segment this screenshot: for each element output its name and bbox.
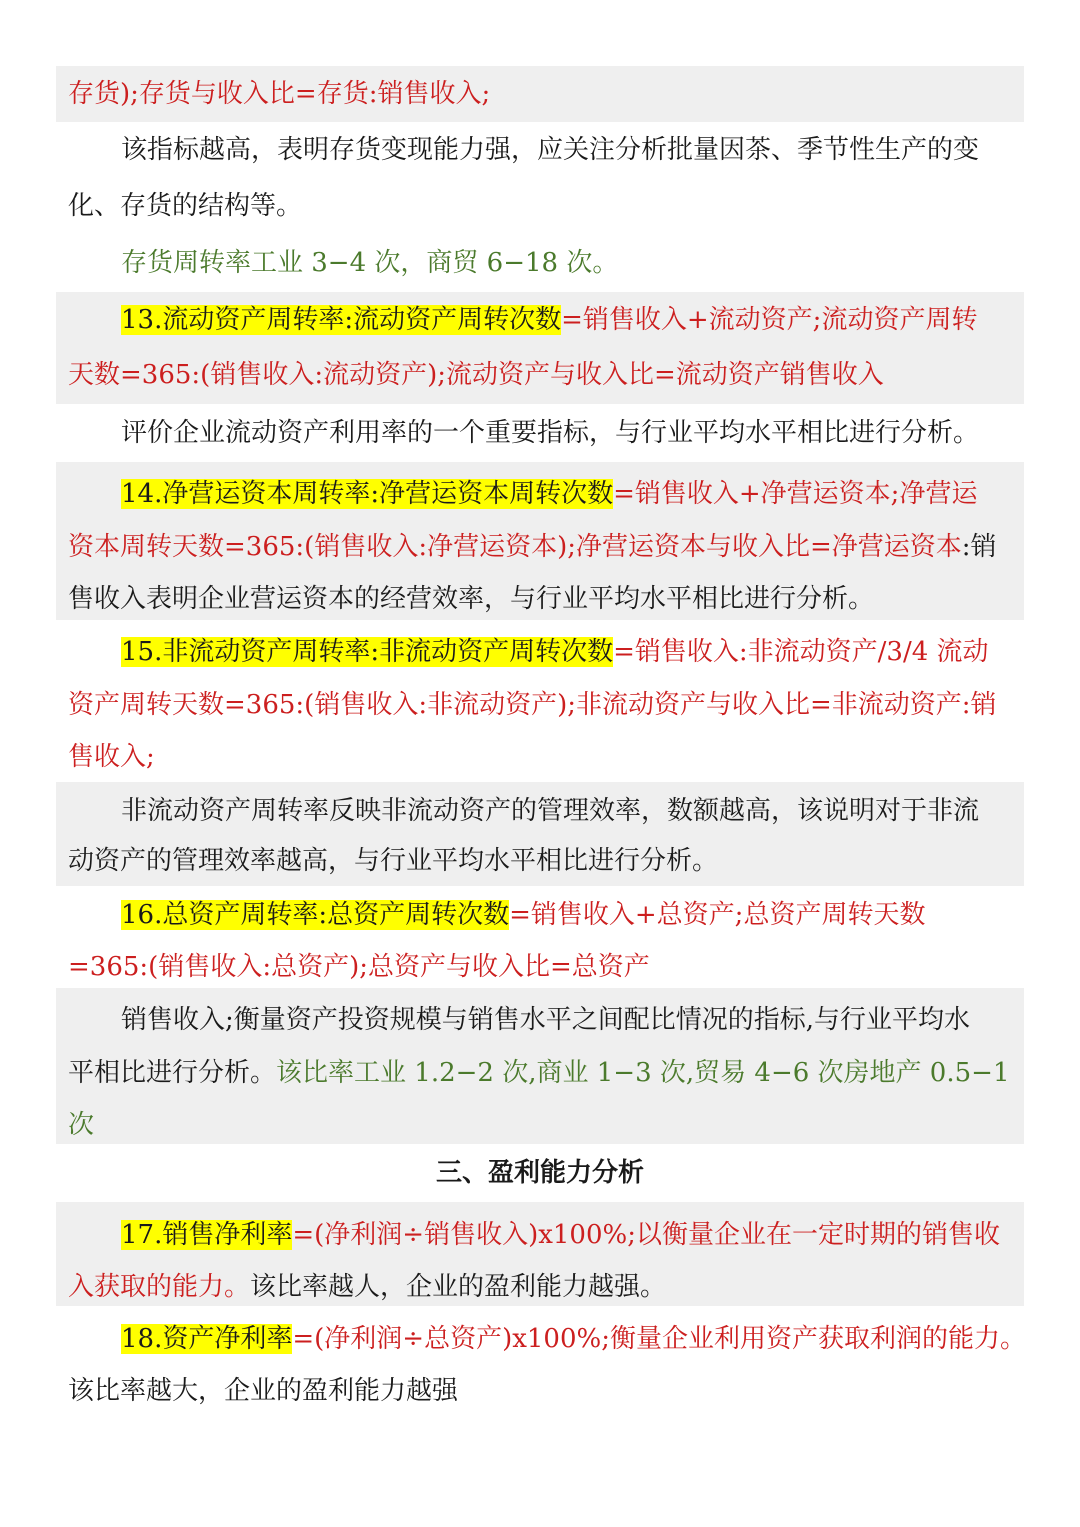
highlight-term: 16.总资产周转率:总资产周转次数 <box>121 900 510 930</box>
formula-text: =销售收入+净营运资本;净营运 <box>613 479 978 509</box>
text-line <box>68 477 977 511</box>
plain-text: 该比率越人，企业的盈利能力越强。 <box>250 1272 667 1302</box>
text-line <box>68 1322 1026 1356</box>
paragraph <box>56 1306 1024 1416</box>
formula-text: =销售收入+总资产;总资产周转天数 <box>509 900 926 930</box>
paragraph <box>56 404 1024 462</box>
gray-block <box>56 988 1024 1144</box>
text-line <box>68 1056 1010 1090</box>
text-line: 存货);存货与收入比=存货:销售收入; <box>68 79 491 109</box>
paragraph <box>56 620 1024 782</box>
plain-text: :销 <box>961 532 997 562</box>
paragraph <box>56 122 1024 292</box>
text-line: 次 <box>68 1110 95 1140</box>
gray-block <box>56 66 1024 122</box>
benchmark-text: 该比率工业 1.2−2 次,商业 1−3 次,贸易 4−6 次房地产 0.5−1 <box>276 1058 1010 1088</box>
gray-block <box>56 462 1024 620</box>
formula-text: 资本周转天数=365:(销售收入:净营运资本);净营运资本与收入比=净营运资本 <box>68 532 962 562</box>
text-line <box>68 635 989 669</box>
text-line: 该比率越大，企业的盈利能力越强 <box>68 1376 459 1406</box>
text-line <box>68 1218 1000 1252</box>
text-line: =365:(销售收入:总资产);总资产与收入比=总资产 <box>68 952 650 982</box>
text-line <box>68 1270 666 1304</box>
highlight-term: 15.非流动资产周转率:非流动资产周转次数 <box>121 637 614 667</box>
text-line: 售收入表明企业营运资本的经营效率，与行业平均水平相比进行分析。 <box>68 584 875 614</box>
text-line: 资产周转天数=365:(销售收入:非流动资产);非流动资产与收入比=非流动资产:销 <box>68 690 997 720</box>
text-line: 售收入; <box>68 742 155 772</box>
plain-text: 平相比进行分析。 <box>68 1058 277 1088</box>
highlight-term: 18.资产净利率 <box>121 1324 293 1354</box>
formula-text: =(净利润÷总资产)x100%;衡量企业利用资产获取利润的能力。 <box>292 1324 1026 1354</box>
paragraph <box>56 886 1024 988</box>
text-line: 该指标越高，表明存货变现能力强，应关注分析批量因茶、季节性生产的变 <box>121 135 980 165</box>
section-heading: 三、盈利能力分析 <box>435 1158 644 1188</box>
text-line <box>68 530 997 564</box>
formula-text: =(净利润÷销售收入)x100%;以衡量企业在一定时期的销售收 <box>292 1220 1000 1250</box>
gray-block <box>56 1202 1024 1306</box>
gray-block <box>56 782 1024 886</box>
text-line: 化、存货的结构等。 <box>68 191 303 221</box>
formula-text: 入获取的能力。 <box>68 1272 251 1302</box>
text-line: 存货周转率工业 3−4 次，商贸 6−18 次。 <box>121 248 619 278</box>
text-line: 天数=365:(销售收入:流动资产);流动资产与收入比=流动资产销售收入 <box>68 360 884 390</box>
text-line: 动资产的管理效率越高，与行业平均水平相比进行分析。 <box>68 846 719 876</box>
formula-text: =销售收入+流动资产;流动资产周转 <box>561 305 978 335</box>
text-line: 销售收入;衡量资产投资规模与销售水平之间配比情况的指标,与行业平均水 <box>121 1005 971 1035</box>
text-line <box>68 303 977 337</box>
gray-block <box>56 292 1024 404</box>
text-line: 非流动资产周转率反映非流动资产的管理效率，数额越高，该说明对于非流 <box>121 796 980 826</box>
text-line <box>68 898 925 932</box>
highlight-term: 14.净营运资本周转率:净营运资本周转次数 <box>121 479 614 509</box>
highlight-term: 17.销售净利率 <box>121 1220 293 1250</box>
formula-text: =销售收入:非流动资产/3/4 流动 <box>613 637 989 667</box>
text-line: 评价企业流动资产利用率的一个重要指标，与行业平均水平相比进行分析。 <box>121 418 980 448</box>
highlight-term: 13.流动资产周转率:流动资产周转次数 <box>121 305 562 335</box>
